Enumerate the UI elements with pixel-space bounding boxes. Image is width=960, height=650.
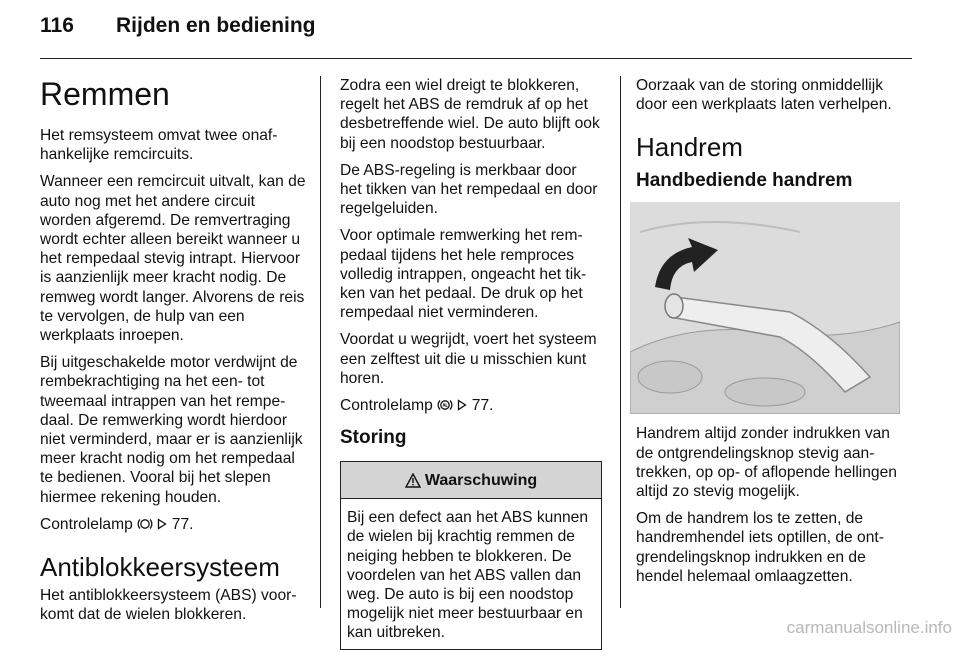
column-1 <box>40 76 308 632</box>
chapter-title: Rijden en bediening <box>116 14 316 37</box>
column-3 <box>636 76 906 594</box>
paragraph: Zodra een wiel dreigt te blokkeren, regelt het ABS de remdruk af op het desbetreffende wiel. De auto blijft ook bij een noodstop bestuurbaar. <box>340 77 600 152</box>
abs-warning-lamp-icon <box>437 398 453 417</box>
section-heading-abs: Antiblokkeersysteem <box>40 552 280 583</box>
paragraph: Oorzaak van de storing onmiddellijk door een werkplaats laten verhelpen. <box>636 77 892 114</box>
page-reference[interactable]: 77. <box>471 397 494 415</box>
warning-header <box>341 462 601 499</box>
warning-text: Bij een defect aan het ABS kunnen de wielen bij krachtig remmen de neiging hebben te blokkeren. De voordelen van het ABS vallen dan weg. De auto is bij een noodstop mogelijk niet meer bestuurbaar en kan uitbreken. <box>347 509 589 642</box>
section-heading-storing: Storing <box>340 427 407 449</box>
paragraph: De ABS-regeling is merkbaar door het tikken van het rempedaal en door regelgeluiden. <box>340 161 598 218</box>
paragraph: Handrem altijd zonder indrukken van de ontgrendelingsknop stevig aan-trekken, op op- of aflopende hellingen altijd zo stevig mogelijk. <box>636 425 897 501</box>
warning-box <box>340 461 602 649</box>
page-reference-icon[interactable] <box>457 397 467 416</box>
page-reference[interactable]: 77. <box>171 515 194 533</box>
section-heading-remmen: Remmen <box>40 76 170 112</box>
paragraph: Om de handrem los te zetten, de handremhendel iets optillen, de ont-grendelingsknop indrukken en de hendel helemaal omlaagzetten. <box>636 510 884 585</box>
section-heading-handrem: Handrem <box>636 132 743 163</box>
page-reference-icon[interactable] <box>157 516 167 535</box>
subheading-handbediende-handrem: Handbediende handrem <box>636 170 853 192</box>
warning-title: Waarschuwing <box>424 471 538 489</box>
paragraph: Voordat u wegrijdt, voert het systeem een zelftest uit die u misschien kunt horen. <box>340 331 597 387</box>
paragraph: Voor optimale remwerking het rem-pedaal tijdens het hele remproces volledig intrappen, ongeacht het tik-ken van het pedaal. De druk op het rempedaal niet verminderen. <box>340 227 587 322</box>
header-rule <box>40 58 912 59</box>
warning-triangle-icon <box>405 473 421 488</box>
watermark: carmanualsonline.info <box>786 618 952 637</box>
paragraph: Wanneer een remcircuit uitvalt, kan de auto nog met het andere circuit worden afgeremd. De remvertraging wordt echter alleen bereikt wanneer u het rempedaal stevig intrapt. Hiervoor is aanzienlijk meer kracht nodig. De remweg wordt langer. Alvorens de reis te vervolgen, de hulp van een werkplaats inroepen. <box>40 173 306 345</box>
warning-lamp-reference: Controlelamp 77. <box>40 515 308 536</box>
paragraph: Het antiblokkeersysteem (ABS) voor-komt dat de wielen blokkeren. <box>40 587 297 624</box>
brake-warning-lamp-icon <box>137 517 153 536</box>
column-divider-2 <box>620 76 621 608</box>
paragraph: Het remsysteem omvat twee onaf-hankelijke remcircuits. <box>40 127 278 164</box>
handbrake-illustration <box>630 202 900 414</box>
warning-lamp-reference: Controlelamp 77. <box>340 396 602 417</box>
column-divider-1 <box>320 76 321 608</box>
paragraph: Bij uitgeschakelde motor verdwijnt de rembekrachtiging na het een- tot tweemaal intrappen van het rempe-daal. De remwerking wordt hierdoor niet verminderd, maar er is aanzienlijk meer kracht nodig om het rempedaal te bedienen. Vooral bij het slepen hiermee rekening houden. <box>40 354 303 506</box>
page-number: 116 <box>40 14 74 37</box>
column-2 <box>340 76 602 650</box>
